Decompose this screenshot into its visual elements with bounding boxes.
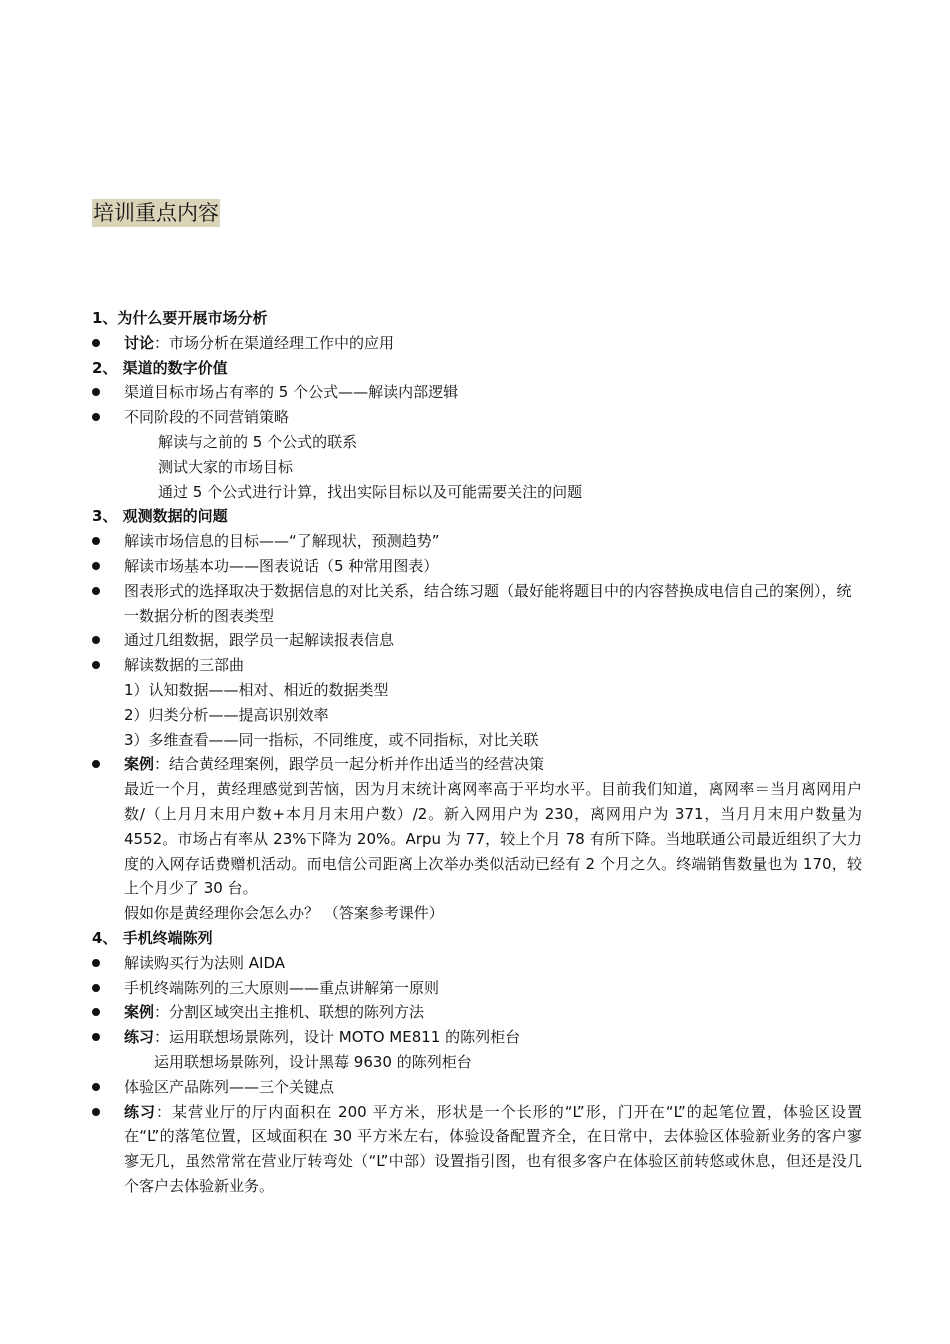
list-item [92, 1075, 862, 1100]
item-text: 解读市场信息的目标——“了解现状，预测趋势” [124, 532, 440, 551]
sub-item: 解读与之前的 5 个公式的联系 [158, 432, 358, 451]
sub-item: 通过 5 个公式进行计算，找出实际目标以及可能需要关注的问题 [158, 482, 583, 501]
list-item [92, 951, 862, 976]
bullet-icon [92, 959, 100, 967]
list-item [92, 976, 862, 1001]
sub-item: 运用联想场景陈列，设计黑莓 9630 的陈列柜台 [154, 1052, 472, 1071]
case-question: 假如你是黄经理你会怎么办？ （答案参考课件） [124, 904, 444, 923]
step-item: 3）多维查看——同一指标，不同维度，或不同指标，对比关联 [124, 730, 539, 749]
step-item: 1）认知数据——相对、相近的数据类型 [124, 680, 389, 699]
item-label: 案例 [124, 1003, 155, 1022]
item-text: 手机终端陈列的三大原则——重点讲解第一原则 [124, 978, 440, 997]
item-text: 图表形式的选择取决于数据信息的对比关系，结合练习题（最好能将题目中的内容替换成电信自己的案例），统一数据分析的图表类型 [124, 581, 852, 625]
item-label: 讨论 [124, 333, 155, 352]
list-item [92, 1100, 862, 1199]
list-item [92, 331, 862, 356]
item-text: 通过几组数据，跟学员一起解读报表信息 [124, 631, 395, 650]
list-item [92, 1000, 862, 1025]
section-heading-2: 2、 渠道的数字价值 [92, 358, 228, 377]
page-title: 培训重点内容 [93, 201, 219, 225]
item-text: 不同阶段的不同营销策略 [124, 408, 290, 427]
item-text: ：分割区域突出主推机、联想的陈列方法 [154, 1003, 425, 1022]
list-item [92, 752, 862, 777]
bullet-icon [92, 1083, 100, 1091]
sub-item: 测试大家的市场目标 [158, 457, 294, 476]
list-item [92, 529, 862, 554]
item-label: 练习 [124, 1028, 155, 1047]
item-text: 解读市场基本功——图表说话（5 种常用图表） [124, 556, 439, 575]
document-body [92, 306, 862, 1199]
item-text: ：结合黄经理案例，跟学员一起分析并作出适当的经营决策 [154, 755, 545, 774]
bullet-icon [92, 984, 100, 992]
item-text: ：运用联想场景陈列，设计 MOTO ME811 的陈列柜台 [154, 1028, 521, 1047]
list-item [92, 380, 862, 405]
list-item [92, 579, 862, 629]
case-paragraph: 最近一个月，黄经理感觉到苦恼，因为月末统计离网率高于平均水平。目前我们知道，离网率＝当月离网用户数/（上月月末用户数+本月月末用户数）/2。新入网用户为 230，离网用户为 371，当月月末用户数量为 4552。市场占有率从 23%下降为 20%。Arpu 为 77，较上个月 78 有所下降。当地联通公司最近组织了大力度的入网存话费赠机活动。而电信公司距离上次举办类似活动已经有 2 个月之久。终端销售数量也为 170，较上个月少了 30 台。 [124, 780, 862, 898]
item-text: 体验区产品陈列——三个关键点 [124, 1077, 335, 1096]
item-text: 渠道目标市场占有率的 5 个公式——解读内部逻辑 [124, 383, 459, 402]
item-text: ：市场分析在渠道经理工作中的应用 [154, 333, 395, 352]
bullet-icon [92, 562, 100, 570]
list-item [92, 653, 862, 678]
item-text: 解读数据的三部曲 [124, 656, 245, 675]
list-item [92, 554, 862, 579]
bullet-icon [92, 339, 100, 347]
item-label: 练习 [124, 1102, 157, 1121]
list-item [92, 628, 862, 653]
bullet-icon [92, 587, 100, 595]
item-text: ：某营业厅的厅内面积在 200 平方米，形状是一个长形的“L”形，门开在“L”的起笔位置，体验区设置在“L”的落笔位置，区域面积在 30 平方米左右，体验设备配置齐全，在日常中，去体验区体验新业务的客户寥寥无几，虽然常常在营业厅转弯处（“L”中部）设置指引图，也有很多客户在体验区前转悠或休息，但还是没几个客户去体验新业务。 [124, 1102, 862, 1195]
list-item [92, 405, 862, 430]
step-item: 2）归类分析——提高识别效率 [124, 705, 329, 724]
item-text: 解读购买行为法则 AIDA [124, 953, 286, 972]
bullet-icon [92, 1108, 100, 1116]
list-item [92, 1025, 862, 1050]
section-heading-3: 3、 观测数据的问题 [92, 507, 228, 526]
section-heading-1: 1、为什么要开展市场分析 [92, 309, 268, 327]
section-heading-4: 4、 手机终端陈列 [92, 928, 213, 947]
item-label: 案例 [124, 755, 155, 774]
